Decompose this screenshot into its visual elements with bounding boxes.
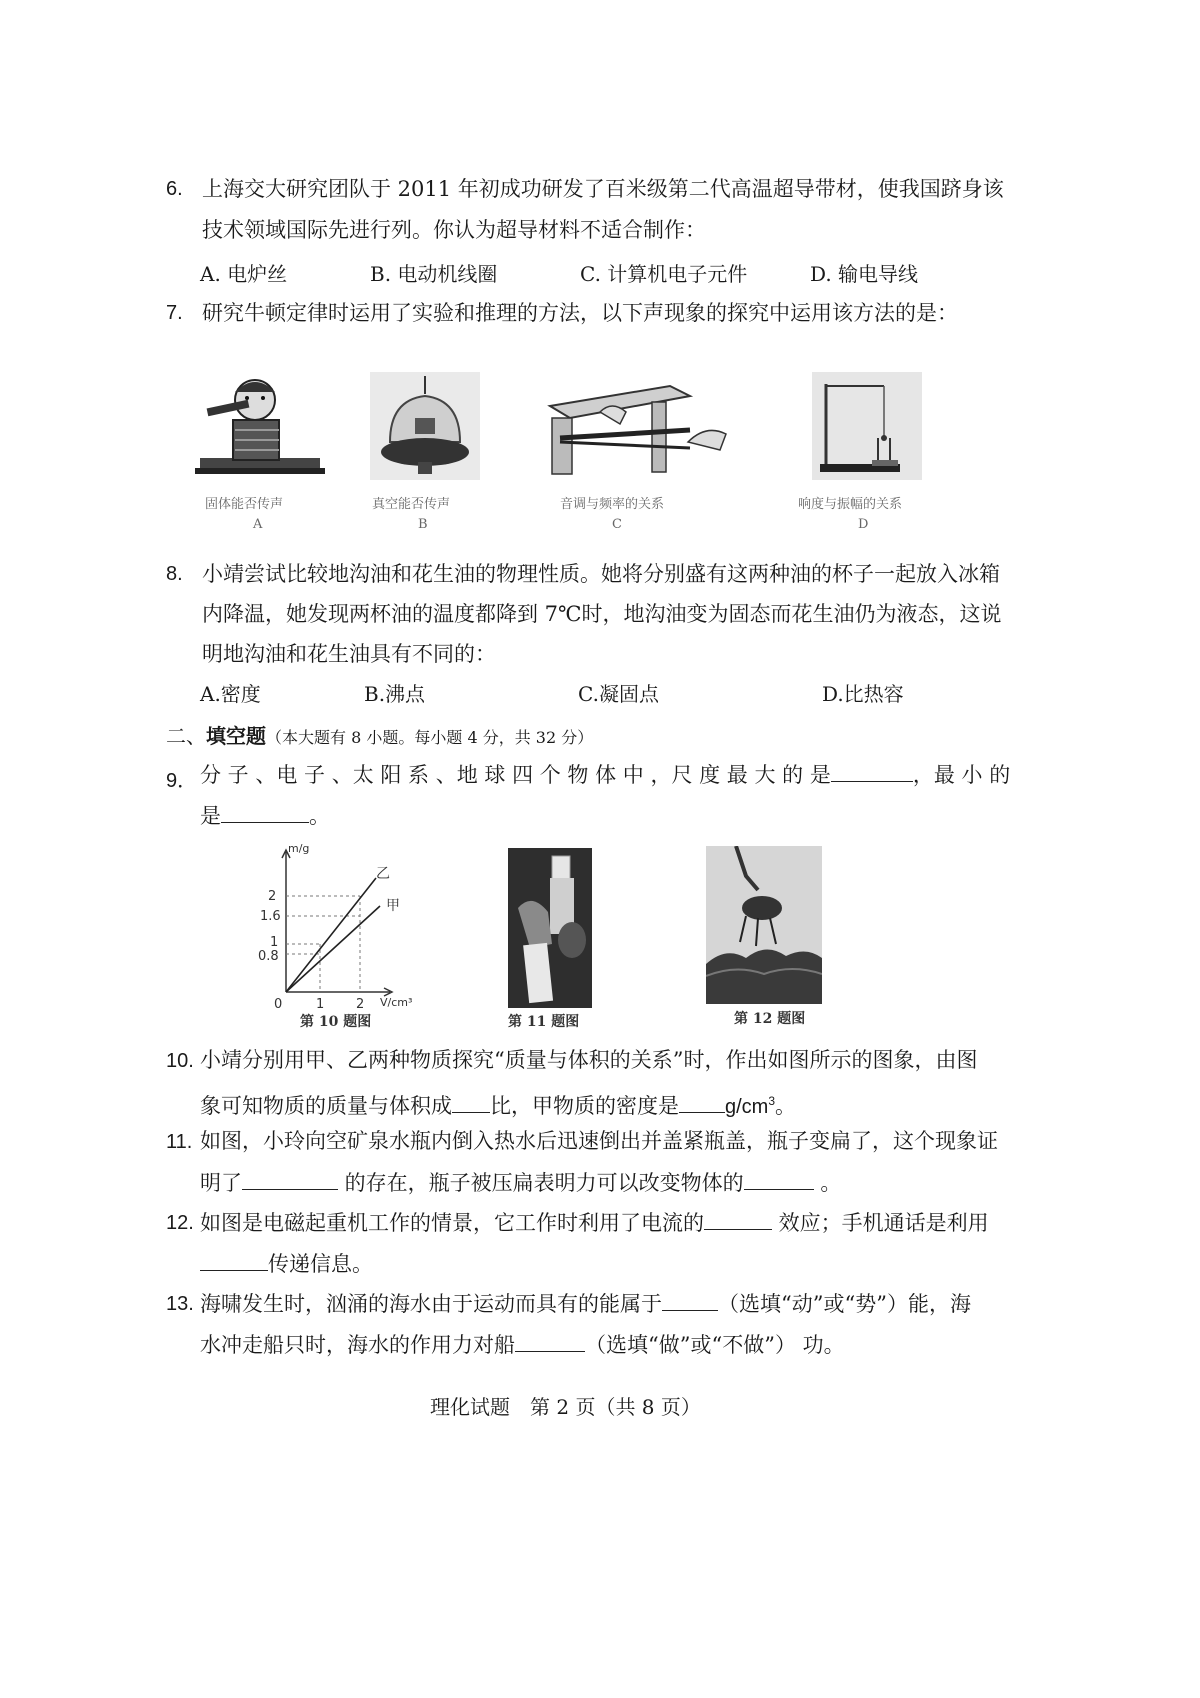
- figure-7d-tuning-fork-illustration: [812, 372, 922, 480]
- question-6-option-c: C. 计算机电子元件: [580, 262, 748, 286]
- question-13-text-c: 水冲走船只时，海水的作用力对船: [200, 1333, 515, 1357]
- graph-x-tick-1: 1: [316, 997, 325, 1012]
- graph-y-tick-1: 1: [270, 935, 279, 950]
- question-6-option-b: B. 电动机线圈: [370, 262, 498, 286]
- question-9-text-d: 。: [309, 804, 330, 828]
- question-13-number: 13.: [166, 1293, 194, 1315]
- question-13-text-b: （选填“动”或“势”）能，海: [718, 1292, 971, 1316]
- graph-y-axis-label: m/g: [288, 842, 310, 855]
- section-2-note: （本大题有 8 小题。每小题 4 分，共 32 分）: [266, 728, 594, 747]
- question-12-blank-effect[interactable]: [704, 1207, 772, 1230]
- question-10-number: 10.: [166, 1050, 194, 1072]
- question-13-blank-work[interactable]: [515, 1329, 585, 1352]
- figure-10-mass-volume-graph: [240, 838, 420, 1013]
- question-9-line-1: [200, 759, 1010, 790]
- question-10-unit: g/cm: [725, 1096, 769, 1118]
- question-8-number: 8.: [166, 563, 183, 585]
- graph-series-jia-label: 甲: [386, 898, 400, 914]
- question-8-option-b: B.沸点: [364, 682, 426, 706]
- question-12-blank-signal[interactable]: [200, 1248, 268, 1271]
- graph-series-jia-line: [286, 906, 380, 992]
- figure-7a-letter: A: [253, 517, 263, 532]
- question-6-option-a: A. 电炉丝: [200, 262, 288, 286]
- question-9-text-b: ，最 小 的: [912, 763, 1011, 787]
- graph-origin-label: 0: [274, 997, 283, 1012]
- question-11-blank-shape[interactable]: [744, 1167, 814, 1190]
- page-footer: 理化试题 第 2 页（共 8 页）: [430, 1395, 701, 1419]
- question-10-text-a: 象可知物质的质量与体积成: [200, 1094, 452, 1118]
- question-12-number: 12.: [166, 1212, 194, 1234]
- graph-series-yi-line: [286, 878, 376, 992]
- question-12-line-2: [200, 1248, 373, 1279]
- question-8-option-c: C.凝固点: [578, 682, 659, 706]
- graph-y-tick-0-8: 0.8: [258, 949, 279, 964]
- figure-7c-caption: 音调与频率的关系: [560, 497, 665, 512]
- question-10-text-c: 。: [775, 1094, 797, 1118]
- graph-y-tick-1-6: 1.6: [260, 909, 281, 924]
- question-11-line-1: 如图，小玲向空矿泉水瓶内倒入热水后迅速倒出并盖紧瓶盖，瓶子变扁了，这个现象证: [200, 1129, 998, 1153]
- question-13-text-a: 海啸发生时，汹涌的海水由于运动而具有的能属于: [200, 1292, 662, 1316]
- question-10-blank-density[interactable]: [679, 1090, 725, 1113]
- question-8-line-2: 内降温，她发现两杯油的温度都降到 7℃时，地沟油变为固态而花生油仍为液态，这说: [202, 602, 1002, 626]
- question-9-line-2: [200, 800, 330, 831]
- figure-7d-letter: D: [858, 517, 869, 532]
- question-12-text-c: 传递信息。: [268, 1252, 373, 1276]
- figure-7a-solid-sound-illustration: [195, 368, 325, 478]
- section-2-heading: [166, 720, 593, 749]
- question-11-number: 11.: [166, 1131, 193, 1153]
- figure-7d-caption: 响度与振幅的关系: [798, 497, 903, 512]
- question-7-number: 7.: [166, 302, 183, 324]
- question-12-line-1: [200, 1207, 989, 1238]
- question-12-text-a: 如图是电磁起重机工作的情景，它工作时利用了电流的: [200, 1211, 704, 1235]
- figure-7b-letter: B: [418, 517, 428, 532]
- graph-x-tick-2: 2: [356, 997, 365, 1012]
- section-2-label: 二、: [166, 724, 206, 748]
- question-13-text-d: （选填“做”或“不做”） 功。: [585, 1333, 845, 1357]
- question-11-text-a: 明了: [200, 1171, 242, 1195]
- question-10-text-b: 比，甲物质的密度是: [490, 1094, 679, 1118]
- figure-7b-bell-jar-illustration: [370, 372, 480, 480]
- question-11-blank-pressure[interactable]: [242, 1167, 338, 1190]
- question-6-line-1: 上海交大研究团队于 2011 年初成功研发了百米级第二代高温超导带材，使我国跻身该: [202, 177, 1004, 201]
- graph-series-yi-label: 乙: [376, 866, 390, 882]
- question-6-number: 6.: [166, 178, 183, 200]
- question-13-line-1: [200, 1288, 971, 1319]
- figure-11-caption: 第 11 题图: [508, 1014, 580, 1030]
- figure-7c-letter: C: [612, 517, 622, 532]
- question-10-line-1: 小靖分别用甲、乙两种物质探究“质量与体积的关系”时，作出如图所示的图象，由图: [200, 1048, 978, 1072]
- figure-7b-caption: 真空能否传声: [372, 497, 451, 512]
- question-11-line-2: [200, 1167, 841, 1198]
- question-8-option-a: A.密度: [200, 682, 261, 706]
- question-9-number: 9．: [166, 770, 198, 792]
- question-10-line-2: [200, 1086, 796, 1122]
- question-9-blank-smallest[interactable]: [221, 800, 309, 823]
- question-9-text-c: 是: [200, 804, 221, 828]
- question-11-text-b: 的存在，瓶子被压扁表明力可以改变物体的: [338, 1171, 744, 1195]
- figure-12-caption: 第 12 题图: [734, 1011, 806, 1027]
- question-13-line-2: [200, 1329, 845, 1360]
- question-9-blank-largest[interactable]: [831, 759, 913, 782]
- question-10-blank-ratio[interactable]: [452, 1090, 490, 1113]
- question-11-text-c: 。: [813, 1171, 842, 1195]
- question-10-unit-superscript: 3: [768, 1094, 776, 1108]
- question-8-option-d: D.比热容: [822, 682, 904, 706]
- figure-7c-ruler-illustration: [540, 372, 740, 480]
- figure-11-squashed-bottle-photo: [508, 848, 592, 1008]
- question-6-option-d: D. 输电导线: [810, 262, 919, 286]
- question-6-line-2: 技术领域国际先进行列。你认为超导材料不适合制作：: [202, 218, 706, 242]
- graph-x-axis-label: V/cm³: [380, 996, 413, 1009]
- graph-y-tick-2: 2: [268, 889, 277, 904]
- question-7-line-1: 研究牛顿定律时运用了实验和推理的方法，以下声现象的探究中运用该方法的是：: [202, 301, 958, 325]
- question-8-line-1: 小靖尝试比较地沟油和花生油的物理性质。她将分别盛有这两种油的杯子一起放入冰箱: [202, 562, 1000, 586]
- question-9-text-a: 分 子 、电 子 、太 阳 系 、地 球 四 个 物 体 中 ，尺 度 最 大 的 是: [200, 763, 831, 787]
- section-2-title: 填空题: [206, 724, 266, 748]
- figure-7a-caption: 固体能否传声: [205, 497, 284, 512]
- figure-12-electromagnetic-crane-photo: [706, 846, 822, 1004]
- question-8-line-3: 明地沟油和花生油具有不同的：: [202, 642, 496, 666]
- question-12-text-b: 效应；手机通话是利用: [772, 1211, 989, 1235]
- question-13-blank-energy[interactable]: [662, 1288, 718, 1311]
- figure-10-caption: 第 10 题图: [300, 1014, 372, 1030]
